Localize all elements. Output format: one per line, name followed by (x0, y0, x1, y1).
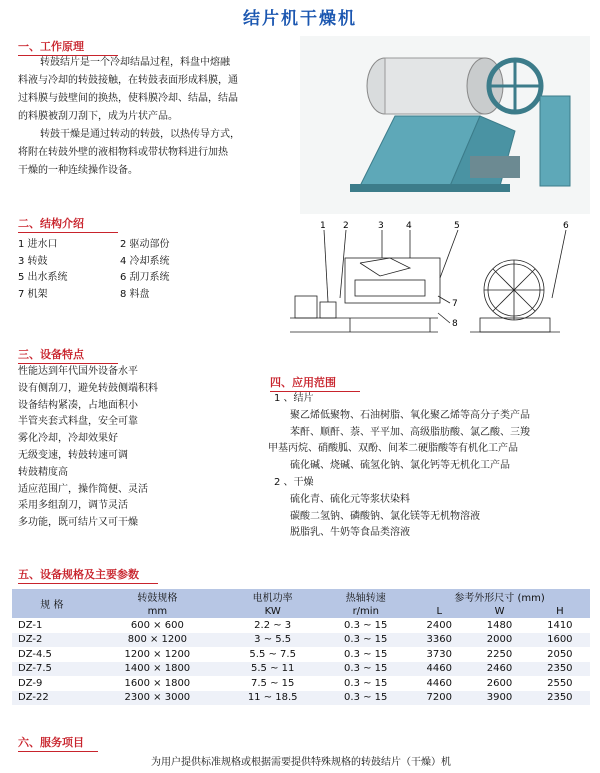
principle-text (18, 54, 298, 180)
application-category: 2 、干燥 (274, 476, 314, 488)
diagram-label: 6 (563, 221, 569, 231)
cell-H: 1410 (530, 618, 590, 633)
principle-line: 干燥的一种连续操作设备。 (18, 165, 138, 176)
principle-line: 转鼓结片是一个冷却结晶过程，料盘中熔融 (40, 57, 230, 68)
structure-item: 1 进水口 (18, 239, 58, 250)
principle-line: 将附在转鼓外壁的液相物料或带状物料进行加热 (18, 147, 228, 158)
col-header-H: H (530, 604, 590, 618)
cell-speed: 0.3 ~ 15 (322, 676, 409, 691)
feature-item: 雾化冷却，冷却效果好 (18, 433, 118, 445)
table-row (12, 633, 590, 648)
structure-list (18, 237, 278, 303)
section-heading-service: 六、服务项目 (18, 734, 98, 752)
section-heading-principle: 一、工作原理 (18, 38, 118, 56)
cell-model: DZ-1 (12, 618, 92, 633)
diagram-label: 1 (320, 221, 326, 231)
cell-W: 2460 (469, 662, 529, 677)
cell-H: 1600 (530, 633, 590, 648)
feature-item: 转鼓精度高 (18, 466, 68, 478)
cell-drum: 600 × 600 (92, 618, 223, 633)
applications-list (268, 391, 593, 542)
feature-item: 无级变速，转鼓转速可调 (18, 449, 128, 461)
section-heading-specs: 五、设备规格及主要参数 (18, 566, 158, 584)
cell-speed: 0.3 ~ 15 (322, 633, 409, 648)
cell-speed: 0.3 ~ 15 (322, 662, 409, 677)
application-line: 硫化碱、烧碱、硫氢化钠、氯化钙等无机化工产品 (290, 460, 510, 472)
cell-W: 2000 (469, 633, 529, 648)
col-header-speed: 热轴转速 (322, 589, 409, 604)
structure-item: 8 料盘 (120, 288, 150, 300)
application-line: 碳酸二氢钠、磷酸钠、氯化镁等无机物溶液 (290, 510, 480, 522)
application-line: 脱脂乳、牛奶等食品类溶液 (290, 527, 410, 539)
cell-L: 2400 (409, 618, 469, 633)
cell-power: 11 ~ 18.5 (223, 691, 322, 706)
cell-model: DZ-4.5 (12, 647, 92, 662)
cell-H: 2350 (530, 662, 590, 677)
features-list (18, 364, 258, 532)
col-header-W: W (469, 604, 529, 618)
feature-item: 适应范围广，操作简便、灵活 (18, 483, 148, 495)
application-line: 硫化青、硫化元等浆状染料 (290, 493, 410, 505)
col-header-dims: 参考外形尺寸 (mm) (409, 589, 590, 604)
diagram-label: 3 (378, 221, 384, 231)
cell-L: 3730 (409, 647, 469, 662)
application-line: 聚乙烯低聚物、石油树脂、氧化聚乙烯等高分子类产品 (290, 409, 530, 421)
page-title: 结片机干燥机 (243, 9, 357, 29)
feature-item: 性能达到年代国外设备水平 (18, 366, 138, 377)
table-row (12, 647, 590, 662)
col-header-L: L (409, 604, 469, 618)
structure-item: 7 机架 (18, 288, 48, 300)
col-unit-speed: r/min (322, 604, 409, 618)
feature-item: 设备结构紧凑，占地面积小 (18, 399, 138, 411)
cell-power: 7.5 ~ 15 (223, 676, 322, 691)
cell-drum: 1200 × 1200 (92, 647, 223, 662)
cell-drum: 2300 × 3000 (92, 691, 223, 706)
cell-H: 2350 (530, 691, 590, 706)
structure-item: 6 刮刀系统 (120, 272, 170, 283)
cell-L: 4460 (409, 662, 469, 677)
cell-W: 3900 (469, 691, 529, 706)
table-row (12, 662, 590, 677)
feature-item: 设有侧刮刀，避免转鼓侧端积料 (18, 382, 158, 394)
application-line: 甲基丙烷、硝酸胍、双酚、间苯二硬脂酸等有机化工产品 (268, 443, 518, 455)
structure-item: 3 转鼓 (18, 255, 48, 267)
feature-item: 多功能，既可结片又可干燥 (18, 517, 138, 529)
cell-drum: 1400 × 1800 (92, 662, 223, 677)
col-unit-drum: mm (92, 604, 223, 618)
feature-item: 采用多组刮刀，调节灵活 (18, 500, 128, 512)
cell-H: 2050 (530, 647, 590, 662)
principle-line: 过料膜与鼓壁间的换热，使料膜冷却、结晶，结晶 (18, 93, 238, 104)
cell-power: 2.2 ~ 3 (223, 618, 322, 633)
application-category: 1 、结片 (274, 393, 314, 404)
cell-W: 2600 (469, 676, 529, 691)
cell-L: 3360 (409, 633, 469, 648)
table-header-row (12, 589, 590, 604)
cell-speed: 0.3 ~ 15 (322, 691, 409, 706)
section-heading-features: 三、设备特点 (18, 346, 118, 364)
cell-model: DZ-9 (12, 676, 92, 691)
table-row (12, 691, 590, 706)
diagram-label: 8 (452, 319, 458, 329)
cell-L: 7200 (409, 691, 469, 706)
principle-line: 料液与冷却的转鼓接触，在转鼓表面形成料膜，通 (18, 75, 238, 86)
service-text: 为用户提供标准规格或根据需要提供特殊规格的转鼓结片（干燥）机 (151, 757, 451, 768)
cell-model: DZ-2 (12, 633, 92, 648)
table-row (12, 618, 590, 633)
diagram-label: 7 (452, 299, 458, 309)
feature-item: 半管夹套式料盘，安全可靠 (18, 416, 138, 428)
structure-item: 5 出水系统 (18, 272, 68, 283)
cell-H: 2550 (530, 676, 590, 691)
table-row (12, 676, 590, 691)
table-header-row (12, 604, 590, 618)
cell-drum: 1600 × 1800 (92, 676, 223, 691)
section-heading-applications: 四、应用范围 (270, 374, 360, 392)
col-header-drum: 转鼓规格 (92, 589, 223, 604)
cell-model: DZ-7.5 (12, 662, 92, 677)
cell-W: 2250 (469, 647, 529, 662)
cell-W: 1480 (469, 618, 529, 633)
section-heading-structure: 二、结构介绍 (18, 215, 118, 233)
principle-line: 转鼓干燥是通过转动的转鼓，以热传导方式， (40, 129, 240, 140)
diagram-label: 5 (454, 221, 460, 231)
application-line: 苯酐、顺酐、萘、平平加、高级脂肪酸、氯乙酸、三羧 (290, 426, 530, 438)
spec-table (12, 589, 590, 705)
cell-model: DZ-22 (12, 691, 92, 706)
cell-power: 5.5 ~ 11 (223, 662, 322, 677)
diagram-label: 4 (406, 221, 412, 231)
col-header-power: 电机功率 (223, 589, 322, 604)
structure-item: 2 驱动部份 (120, 239, 170, 250)
machine-photo (300, 36, 590, 214)
cell-power: 5.5 ~ 7.5 (223, 647, 322, 662)
cell-speed: 0.3 ~ 15 (322, 618, 409, 633)
col-header-model: 规 格 (12, 589, 92, 618)
structure-item: 4 冷却系统 (120, 255, 170, 267)
diagram-label: 2 (343, 221, 349, 231)
col-unit-power: KW (223, 604, 322, 618)
cell-speed: 0.3 ~ 15 (322, 647, 409, 662)
cell-L: 4460 (409, 676, 469, 691)
cell-drum: 800 × 1200 (92, 633, 223, 648)
principle-line: 的料膜被刮刀刮下，成为片状产品。 (18, 111, 178, 122)
cell-power: 3 ~ 5.5 (223, 633, 322, 648)
structure-diagram (290, 218, 590, 346)
